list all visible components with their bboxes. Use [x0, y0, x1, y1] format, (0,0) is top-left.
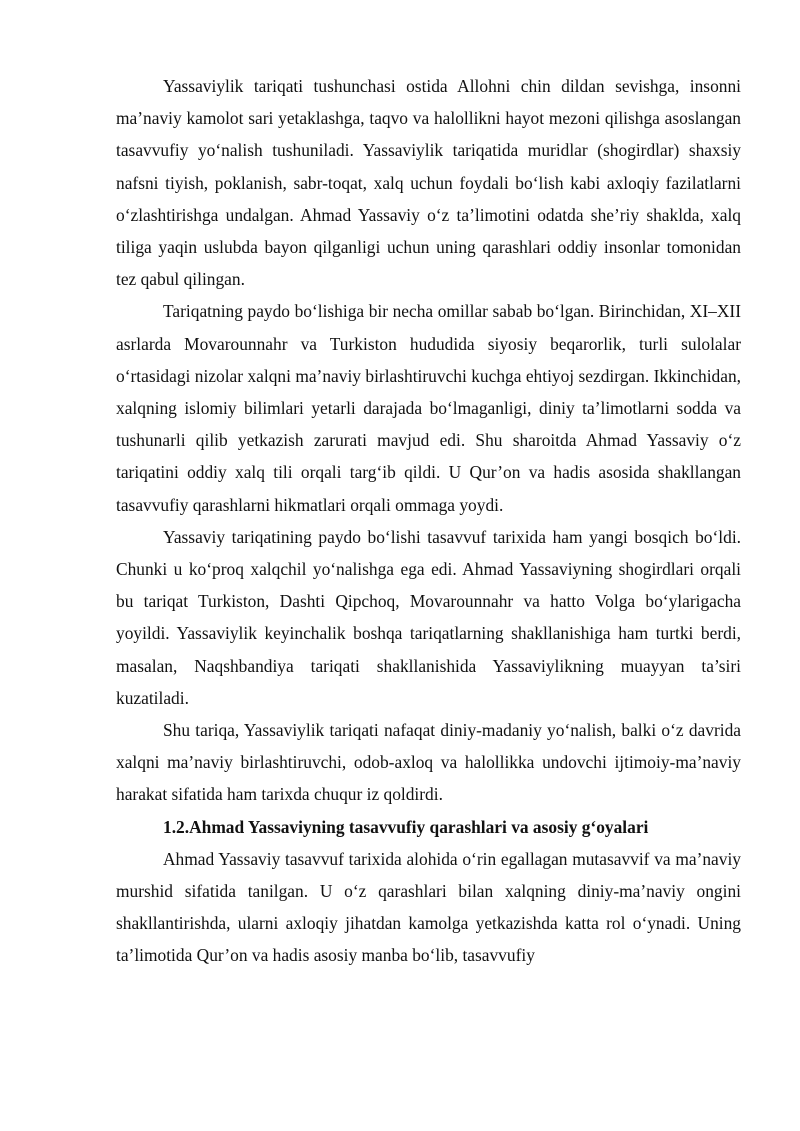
document-body: [116, 70, 741, 972]
paragraph-yassaviylik-definition: Yassaviylik tariqati tushunchasi ostida Allohni chin dildan sevishga, insonni ma’naviy kamolot sari yetaklashga, taqvo va halollikni hayot mezoni qilishga asoslangan tasavvufiy yo‘nalish tushuniladi. Yassaviylik tariqatida muridlar (shogirdlar) shaxsiy nafsni tiyish, poklanish, sabr-toqat, xalq uchun foydali bo‘lish kabi axloqiy fazilatlarni o‘zlashtirishga undalgan. Ahmad Yassaviy o‘z ta’limotini odatda she’riy shaklda, xalq tiliga yaqin uslubda bayon qilganligi uchun uning qarashlari oddiy insonlar tomonidan tez qabul qilingan.: [116, 76, 741, 290]
paragraph-origin-factors: Tariqatning paydo bo‘lishiga bir necha omillar sabab bo‘lgan. Birinchidan, XI–XII asrlarda Movarounnahr va Turkiston hududida siyosiy beqarorlik, turli sulolalar o‘rtasidagi nizolar xalqni ma’naviy birlashtiruvchi kuchga ehtiyoj sezdirgan. Ikkinchidan, xalqning islomiy bilimlari yetarli darajada bo‘lmaganligi, diniy ta’limotlarni sodda va tushunarli qilib yetkazish zarurati mavjud edi. Shu sharoitda Ahmad Yassaviy o‘z tariqatini oddiy xalq tili orqali targ‘ib qildi. U Qur’on va hadis asosida shakllangan tasavvufiy qarashlarni hikmatlari orqali ommaga yoydi.: [116, 301, 741, 515]
section-heading: 1.2.Ahmad Yassaviyning tasavvufiy qarashlari va asosiy g‘oyalari: [163, 816, 649, 837]
paragraph-yassaviy-views: Ahmad Yassaviy tasavvuf tarixida alohida o‘rin egallagan mutasavvif va ma’naviy murshid sifatida tanilgan. U o‘z qarashlari bilan xalqning diniy-ma’naviy ongini shakllantirishda, ularni axloqiy jihatdan kamolga yetkazishda katta rol o‘ynadi. Uning ta’limotida Qur’on va hadis asosiy manba bo‘lib, tasavvufiy: [116, 848, 741, 966]
paragraph-new-stage: Yassaviy tariqatining paydo bo‘lishi tasavvuf tarixida ham yangi bosqich bo‘ldi. Chunki u ko‘proq xalqchil yo‘nalishga ega edi. Ahmad Yassaviyning shogirdlari orqali bu tariqat Turkiston, Dashti Qipchoq, Movarounnahr va hatto Volga bo‘ylarigacha yoyildi. Yassaviylik keyinchalik boshqa tariqatlarning shakllanishiga ham turtki berdi, masalan, Naqshbandiya tariqati shakllanishida Yassaviylikning muayyan ta’siri kuzatiladi.: [116, 526, 741, 708]
paragraph-conclusion: Shu tariqa, Yassaviylik tariqati nafaqat diniy-madaniy yo‘nalish, balki o‘z davrida xalqni ma’naviy birlashtiruvchi, odob-axloq va halollikka undovchi ijtimoiy-ma’naviy harakat sifatida ham tarixda chuqur iz qoldirdi.: [116, 720, 741, 805]
